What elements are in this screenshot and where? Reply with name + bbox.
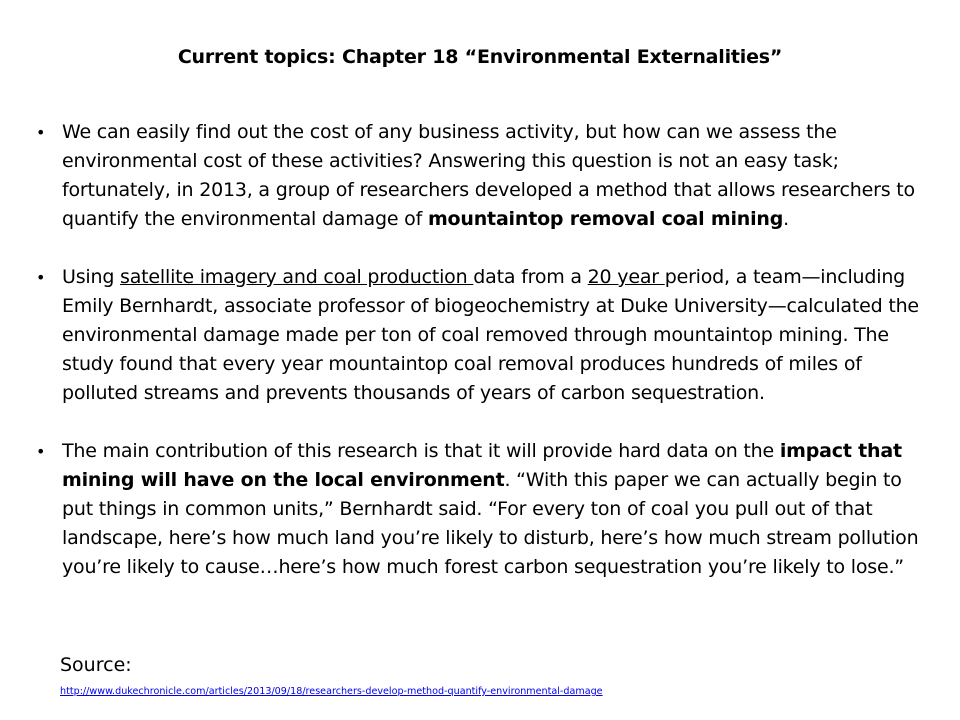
bullet-2-underline-2: 20 year (587, 266, 665, 288)
bullet-3-text-end: . “With this paper we can actually begin to put things in common units,” Bernhardt said. “For every ton of coal you pull out of that landscape, here’s how much land you’re likely to disturb, here’s how much stream pollution you’re likely to cause…here’s how much forest carbon sequestration you’re likely to lose.” (62, 469, 919, 578)
bullet-2-text-end: period, a team—including Emily Bernhardt, associate professor of biogeochemistry at Duke University—calculated the environmental damage made per ton of coal removed through mountaintop mining. The study found that every year mountaintop coal removal produces hundreds of miles of polluted streams and prevents thousands of years of carbon sequestration. (62, 266, 919, 404)
bullet-1-bold-phrase: mountaintop removal coal mining (427, 208, 784, 230)
bullet-item-3 (36, 437, 936, 582)
bullet-2-text-start: Using (62, 266, 121, 288)
bullet-dot-icon: • (36, 123, 46, 142)
bullet-3-bold-phrase: impact that mining will have on the local environment (62, 440, 902, 491)
bullet-2-text-mid: data from a (473, 266, 588, 288)
bullet-1-text: We can easily find out the cost of any business activity, but how can we assess the environmental cost of these activities? Answering this question is not an easy task; fortunately, in 2013, a group of researchers developed a method that allows researchers to quantify the environmental damage of (62, 121, 915, 230)
bullet-3-text-start: The main contribution of this research is that it will provide hard data on the (62, 440, 780, 462)
bullet-item-1 (36, 118, 936, 234)
bullet-1-end: . (783, 208, 789, 230)
bullet-dot-icon: • (36, 268, 46, 287)
bullet-item-2 (36, 263, 936, 408)
source-link[interactable]: http://www.dukechronicle.com/articles/2013/09/18/researchers-develop-method-quantify-environmental-damage (60, 686, 603, 697)
bullet-2-underline-1: satellite imagery and coal production (120, 266, 474, 288)
bullet-dot-icon: • (36, 442, 46, 461)
slide-title: Current topics: Chapter 18 “Environmental Externalities” (177, 46, 783, 68)
bullet-list (36, 118, 936, 611)
source-label: Source: (60, 654, 132, 676)
